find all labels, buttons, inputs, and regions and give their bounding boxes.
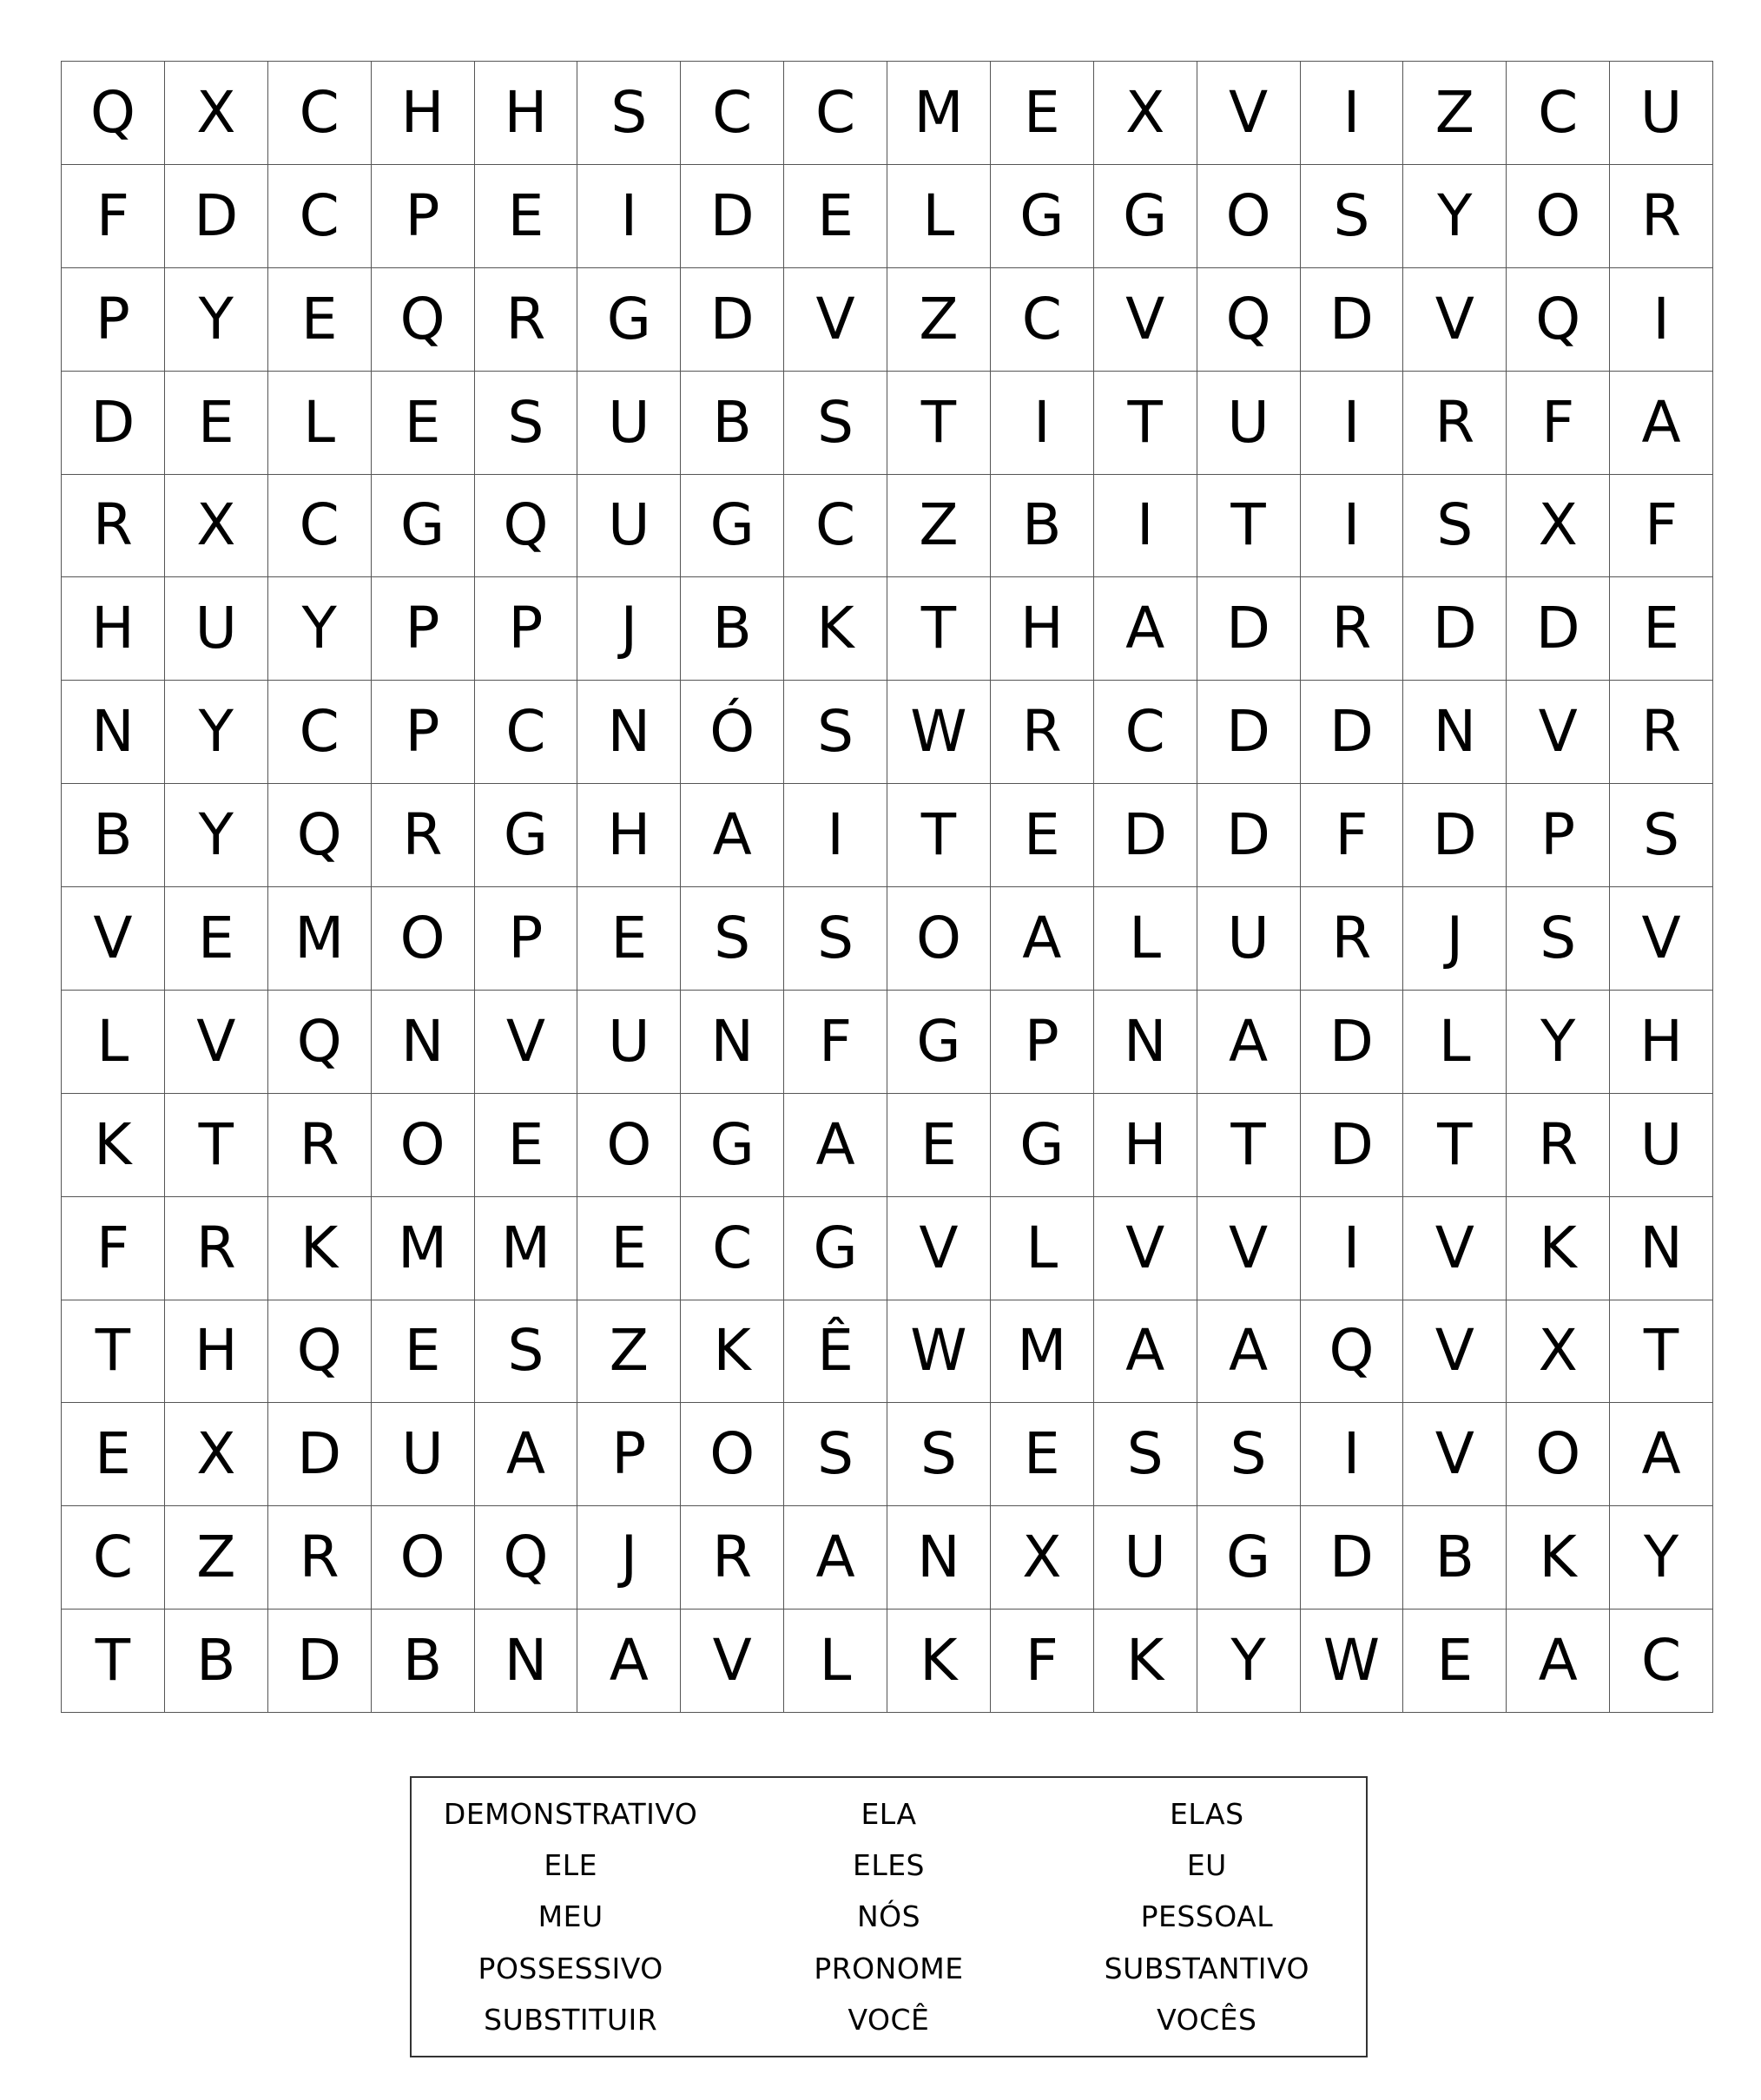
grid-cell[interactable]: V xyxy=(887,1197,991,1300)
grid-cell[interactable]: J xyxy=(577,577,681,681)
grid-cell[interactable]: X xyxy=(165,475,268,578)
grid-cell[interactable]: S xyxy=(1094,1403,1197,1506)
grid-cell[interactable]: L xyxy=(1403,991,1507,1094)
grid-cell[interactable]: H xyxy=(577,784,681,887)
grid-cell[interactable]: S xyxy=(784,681,887,784)
grid-cell[interactable]: A xyxy=(681,784,784,887)
grid-cell[interactable]: E xyxy=(577,887,681,991)
grid-cell[interactable]: D xyxy=(1301,681,1404,784)
grid-cell[interactable]: N xyxy=(1094,991,1197,1094)
grid-cell[interactable]: K xyxy=(784,577,887,681)
word-bank xyxy=(410,1776,1368,2057)
grid-cell[interactable]: D xyxy=(681,268,784,372)
grid-cell[interactable]: K xyxy=(887,1610,991,1713)
grid-cell[interactable]: D xyxy=(1301,991,1404,1094)
grid-cell[interactable]: E xyxy=(268,268,372,372)
grid-cell[interactable]: E xyxy=(991,1403,1094,1506)
grid-cell[interactable]: I xyxy=(784,784,887,887)
word-bank-item: ELE xyxy=(544,1848,597,1883)
grid-cell[interactable]: R xyxy=(475,268,578,372)
grid-cell[interactable]: L xyxy=(887,165,991,268)
grid-cell[interactable]: E xyxy=(165,372,268,475)
grid-cell[interactable]: U xyxy=(1197,372,1301,475)
grid-cell[interactable]: Y xyxy=(1610,1506,1713,1610)
grid-cell[interactable]: S xyxy=(577,62,681,165)
grid-cell[interactable]: K xyxy=(681,1300,784,1404)
grid-cell[interactable]: A xyxy=(784,1506,887,1610)
word-bank-item: MEU xyxy=(538,1899,603,1934)
grid-cell[interactable]: Y xyxy=(165,784,268,887)
grid-cell[interactable]: I xyxy=(577,165,681,268)
grid-cell[interactable]: Z xyxy=(1403,62,1507,165)
grid-cell[interactable]: Q xyxy=(372,268,475,372)
grid-cell[interactable]: E xyxy=(991,784,1094,887)
grid-cell[interactable]: T xyxy=(887,372,991,475)
grid-cell[interactable]: T xyxy=(1197,475,1301,578)
grid-cell[interactable]: G xyxy=(991,165,1094,268)
grid-cell[interactable]: G xyxy=(681,1094,784,1197)
grid-cell[interactable]: V xyxy=(1610,887,1713,991)
grid-cell[interactable]: R xyxy=(268,1506,372,1610)
grid-cell[interactable]: O xyxy=(1507,165,1610,268)
grid-cell[interactable]: R xyxy=(1403,372,1507,475)
grid-cell[interactable]: P xyxy=(62,268,165,372)
grid-cell[interactable]: U xyxy=(1610,62,1713,165)
grid-cell[interactable]: R xyxy=(681,1506,784,1610)
grid-cell[interactable]: A xyxy=(1507,1610,1610,1713)
grid-cell[interactable]: G xyxy=(681,475,784,578)
grid-cell[interactable]: I xyxy=(1301,475,1404,578)
grid-cell[interactable]: E xyxy=(1610,577,1713,681)
grid-cell[interactable]: E xyxy=(372,1300,475,1404)
grid-cell[interactable]: F xyxy=(784,991,887,1094)
grid-cell[interactable]: Y xyxy=(268,577,372,681)
grid-cell[interactable]: S xyxy=(475,1300,578,1404)
grid-cell[interactable]: Z xyxy=(887,475,991,578)
grid-cell[interactable]: I xyxy=(1301,1403,1404,1506)
word-bank-item: EU xyxy=(1186,1848,1227,1883)
grid-cell[interactable]: L xyxy=(991,1197,1094,1300)
grid-cell[interactable]: Ê xyxy=(784,1300,887,1404)
grid-cell[interactable]: B xyxy=(62,784,165,887)
grid-cell[interactable]: Q xyxy=(268,1300,372,1404)
grid-cell[interactable]: R xyxy=(62,475,165,578)
grid-cell[interactable]: G xyxy=(1197,1506,1301,1610)
grid-cell[interactable]: Q xyxy=(1197,268,1301,372)
grid-cell[interactable]: Y xyxy=(1403,165,1507,268)
grid-cell[interactable]: H xyxy=(991,577,1094,681)
grid-cell[interactable]: C xyxy=(991,268,1094,372)
grid-cell[interactable]: I xyxy=(1610,268,1713,372)
grid-cell[interactable]: W xyxy=(1301,1610,1404,1713)
grid-cell[interactable]: V xyxy=(62,887,165,991)
grid-cell[interactable]: Q xyxy=(1301,1300,1404,1404)
grid-cell[interactable]: R xyxy=(1610,681,1713,784)
grid-cell[interactable]: U xyxy=(577,372,681,475)
grid-cell[interactable]: K xyxy=(1094,1610,1197,1713)
grid-cell[interactable]: K xyxy=(62,1094,165,1197)
grid-cell[interactable]: D xyxy=(1301,1094,1404,1197)
grid-cell[interactable]: A xyxy=(1610,372,1713,475)
grid-cell[interactable]: V xyxy=(1094,1197,1197,1300)
grid-cell[interactable]: A xyxy=(784,1094,887,1197)
grid-cell[interactable]: D xyxy=(268,1610,372,1713)
grid-cell[interactable]: V xyxy=(1197,1197,1301,1300)
word-bank-item: ELAS xyxy=(1170,1797,1244,1832)
grid-cell[interactable]: D xyxy=(165,165,268,268)
letter-grid xyxy=(61,61,1713,1713)
grid-cell[interactable]: T xyxy=(62,1300,165,1404)
grid-cell[interactable]: I xyxy=(991,372,1094,475)
grid-cell[interactable]: G xyxy=(475,784,578,887)
grid-cell[interactable]: S xyxy=(887,1403,991,1506)
grid-cell[interactable]: E xyxy=(475,165,578,268)
grid-cell[interactable]: K xyxy=(1507,1506,1610,1610)
word-bank-item: ELA xyxy=(861,1797,917,1832)
grid-cell[interactable]: N xyxy=(372,991,475,1094)
grid-cell[interactable]: Z xyxy=(887,268,991,372)
grid-cell[interactable]: U xyxy=(1094,1506,1197,1610)
grid-cell[interactable]: X xyxy=(991,1506,1094,1610)
grid-cell[interactable]: R xyxy=(268,1094,372,1197)
grid-cell[interactable]: X xyxy=(165,1403,268,1506)
grid-cell[interactable]: F xyxy=(991,1610,1094,1713)
grid-cell[interactable]: M xyxy=(475,1197,578,1300)
grid-cell[interactable]: D xyxy=(681,165,784,268)
grid-cell[interactable]: C xyxy=(1610,1610,1713,1713)
grid-cell[interactable]: V xyxy=(475,991,578,1094)
grid-cell[interactable]: O xyxy=(681,1403,784,1506)
grid-cell[interactable]: J xyxy=(1403,887,1507,991)
grid-cell[interactable]: N xyxy=(1403,681,1507,784)
grid-cell[interactable]: S xyxy=(1403,475,1507,578)
grid-cell[interactable]: B xyxy=(1403,1506,1507,1610)
grid-cell[interactable]: S xyxy=(784,372,887,475)
grid-cell[interactable]: E xyxy=(62,1403,165,1506)
grid-cell[interactable]: M xyxy=(372,1197,475,1300)
grid-cell[interactable]: D xyxy=(1197,577,1301,681)
grid-cell[interactable]: E xyxy=(372,372,475,475)
grid-cell[interactable]: M xyxy=(887,62,991,165)
grid-cell[interactable]: X xyxy=(165,62,268,165)
grid-cell[interactable]: C xyxy=(784,475,887,578)
grid-cell[interactable]: M xyxy=(991,1300,1094,1404)
grid-cell[interactable]: Q xyxy=(475,475,578,578)
grid-cell[interactable]: D xyxy=(1403,784,1507,887)
grid-cell[interactable]: E xyxy=(991,62,1094,165)
grid-cell[interactable]: G xyxy=(784,1197,887,1300)
grid-cell[interactable]: N xyxy=(887,1506,991,1610)
grid-cell[interactable]: S xyxy=(784,887,887,991)
grid-cell[interactable]: T xyxy=(165,1094,268,1197)
grid-cell[interactable]: Y xyxy=(165,681,268,784)
grid-cell[interactable]: U xyxy=(165,577,268,681)
grid-cell[interactable]: T xyxy=(887,784,991,887)
grid-cell[interactable]: N xyxy=(681,991,784,1094)
grid-cell[interactable]: U xyxy=(372,1403,475,1506)
grid-cell[interactable]: B xyxy=(681,577,784,681)
grid-cell[interactable]: U xyxy=(577,991,681,1094)
grid-cell[interactable]: P xyxy=(372,681,475,784)
grid-cell[interactable]: G xyxy=(577,268,681,372)
grid-cell[interactable]: O xyxy=(372,887,475,991)
grid-cell[interactable]: V xyxy=(1403,1403,1507,1506)
grid-cell[interactable]: V xyxy=(784,268,887,372)
word-bank-item: PESSOAL xyxy=(1140,1899,1274,1934)
grid-cell[interactable]: Ó xyxy=(681,681,784,784)
word-bank-item: NÓS xyxy=(856,1899,921,1934)
grid-cell[interactable]: B xyxy=(681,372,784,475)
grid-cell[interactable]: C xyxy=(268,62,372,165)
grid-cell[interactable]: D xyxy=(1197,681,1301,784)
grid-cell[interactable]: C xyxy=(784,62,887,165)
grid-cell[interactable]: W xyxy=(887,681,991,784)
word-bank-item: PRONOME xyxy=(814,1951,964,1985)
grid-cell[interactable]: D xyxy=(1094,784,1197,887)
grid-cell[interactable]: C xyxy=(1507,62,1610,165)
grid-cell[interactable]: O xyxy=(372,1094,475,1197)
grid-cell[interactable]: Y xyxy=(1197,1610,1301,1713)
grid-cell[interactable]: V xyxy=(1094,268,1197,372)
grid-cell[interactable]: F xyxy=(1507,372,1610,475)
grid-cell[interactable]: S xyxy=(681,887,784,991)
grid-cell[interactable]: T xyxy=(1094,372,1197,475)
grid-cell[interactable]: E xyxy=(784,165,887,268)
grid-cell[interactable]: T xyxy=(1197,1094,1301,1197)
grid-cell[interactable]: W xyxy=(887,1300,991,1404)
word-bank-item: SUBSTITUIR xyxy=(484,2002,658,2037)
grid-cell[interactable]: C xyxy=(475,681,578,784)
grid-cell[interactable]: O xyxy=(372,1506,475,1610)
grid-cell[interactable]: I xyxy=(1301,62,1404,165)
grid-cell[interactable]: B xyxy=(165,1610,268,1713)
grid-cell[interactable]: L xyxy=(62,991,165,1094)
grid-cell[interactable]: D xyxy=(1301,1506,1404,1610)
grid-cell[interactable]: N xyxy=(62,681,165,784)
grid-cell[interactable]: Z xyxy=(165,1506,268,1610)
grid-cell[interactable]: R xyxy=(1610,165,1713,268)
grid-cell[interactable]: F xyxy=(1301,784,1404,887)
grid-cell[interactable]: P xyxy=(577,1403,681,1506)
grid-cell[interactable]: S xyxy=(1610,784,1713,887)
grid-cell[interactable]: V xyxy=(1507,681,1610,784)
grid-cell[interactable]: F xyxy=(62,1197,165,1300)
grid-cell[interactable]: A xyxy=(1610,1403,1713,1506)
grid-cell[interactable]: P xyxy=(475,577,578,681)
grid-cell[interactable]: I xyxy=(1094,475,1197,578)
grid-cell[interactable]: A xyxy=(991,887,1094,991)
word-bank-item: ELES xyxy=(852,1848,926,1883)
grid-cell[interactable]: S xyxy=(1301,165,1404,268)
grid-cell[interactable]: L xyxy=(268,372,372,475)
grid-cell[interactable]: I xyxy=(1301,372,1404,475)
grid-cell[interactable]: U xyxy=(1610,1094,1713,1197)
word-bank-item: DEMONSTRATIVO xyxy=(443,1797,698,1832)
grid-cell[interactable]: Q xyxy=(62,62,165,165)
grid-cell[interactable]: H xyxy=(62,577,165,681)
grid-cell[interactable]: T xyxy=(1610,1300,1713,1404)
grid-cell[interactable]: D xyxy=(1403,577,1507,681)
grid-cell[interactable]: B xyxy=(372,1610,475,1713)
grid-cell[interactable]: A xyxy=(577,1610,681,1713)
grid-cell[interactable]: C xyxy=(681,62,784,165)
grid-cell[interactable]: X xyxy=(1507,1300,1610,1404)
grid-cell[interactable]: C xyxy=(1094,681,1197,784)
grid-cell[interactable]: L xyxy=(1094,887,1197,991)
grid-cell[interactable]: G xyxy=(991,1094,1094,1197)
grid-cell[interactable]: D xyxy=(268,1403,372,1506)
grid-cell[interactable]: X xyxy=(1094,62,1197,165)
grid-cell[interactable]: O xyxy=(887,887,991,991)
grid-cell[interactable]: H xyxy=(165,1300,268,1404)
grid-cell[interactable]: Q xyxy=(268,784,372,887)
grid-cell[interactable]: A xyxy=(1197,1300,1301,1404)
grid-cell[interactable]: U xyxy=(1197,887,1301,991)
grid-cell[interactable]: H xyxy=(475,62,578,165)
grid-cell[interactable]: P xyxy=(475,887,578,991)
grid-cell[interactable]: T xyxy=(62,1610,165,1713)
grid-cell[interactable]: Q xyxy=(268,991,372,1094)
grid-cell[interactable]: V xyxy=(1197,62,1301,165)
grid-cell[interactable]: C xyxy=(268,165,372,268)
grid-cell[interactable]: Y xyxy=(1507,991,1610,1094)
grid-cell[interactable]: N xyxy=(1610,1197,1713,1300)
grid-cell[interactable]: A xyxy=(475,1403,578,1506)
grid-cell[interactable]: C xyxy=(268,475,372,578)
grid-cell[interactable]: C xyxy=(268,681,372,784)
grid-cell[interactable]: R xyxy=(1301,577,1404,681)
grid-cell[interactable]: E xyxy=(887,1094,991,1197)
grid-cell[interactable]: E xyxy=(475,1094,578,1197)
grid-cell[interactable]: L xyxy=(784,1610,887,1713)
grid-cell[interactable]: V xyxy=(1403,1300,1507,1404)
grid-cell[interactable]: Z xyxy=(577,1300,681,1404)
grid-cell[interactable]: B xyxy=(991,475,1094,578)
grid-cell[interactable]: D xyxy=(1197,784,1301,887)
grid-cell[interactable]: G xyxy=(1094,165,1197,268)
grid-cell[interactable]: S xyxy=(1507,887,1610,991)
grid-cell[interactable]: Y xyxy=(165,268,268,372)
grid-cell[interactable]: Q xyxy=(1507,268,1610,372)
grid-cell[interactable]: E xyxy=(165,887,268,991)
grid-cell[interactable]: O xyxy=(1507,1403,1610,1506)
grid-cell[interactable]: M xyxy=(268,887,372,991)
grid-cell[interactable]: O xyxy=(1197,165,1301,268)
grid-cell[interactable]: D xyxy=(62,372,165,475)
grid-cell[interactable]: U xyxy=(577,475,681,578)
grid-cell[interactable]: A xyxy=(1197,991,1301,1094)
grid-cell[interactable]: P xyxy=(372,165,475,268)
grid-cell[interactable]: G xyxy=(887,991,991,1094)
grid-cell[interactable]: E xyxy=(1403,1610,1507,1713)
grid-cell[interactable]: C xyxy=(681,1197,784,1300)
grid-cell[interactable]: R xyxy=(1301,887,1404,991)
grid-cell[interactable]: O xyxy=(577,1094,681,1197)
grid-cell[interactable]: T xyxy=(1403,1094,1507,1197)
grid-cell[interactable]: R xyxy=(1507,1094,1610,1197)
grid-cell[interactable]: T xyxy=(887,577,991,681)
grid-cell[interactable]: R xyxy=(991,681,1094,784)
grid-cell[interactable]: R xyxy=(372,784,475,887)
grid-cell[interactable]: F xyxy=(62,165,165,268)
grid-cell[interactable]: S xyxy=(784,1403,887,1506)
grid-cell[interactable]: H xyxy=(1610,991,1713,1094)
grid-cell[interactable]: N xyxy=(577,681,681,784)
grid-cell[interactable]: I xyxy=(1301,1197,1404,1300)
grid-cell[interactable]: D xyxy=(1507,577,1610,681)
grid-cell[interactable]: H xyxy=(372,62,475,165)
grid-cell[interactable]: K xyxy=(268,1197,372,1300)
grid-cell[interactable]: N xyxy=(475,1610,578,1713)
grid-cell[interactable]: Q xyxy=(475,1506,578,1610)
grid-cell[interactable]: V xyxy=(1403,1197,1507,1300)
word-bank-item: VOCÊ xyxy=(848,2002,930,2037)
word-bank-item: VOCÊS xyxy=(1157,2002,1257,2037)
word-bank-item: SUBSTANTIVO xyxy=(1104,1951,1309,1985)
grid-cell[interactable]: J xyxy=(577,1506,681,1610)
grid-cell[interactable]: X xyxy=(1507,475,1610,578)
grid-cell[interactable]: D xyxy=(1301,268,1404,372)
grid-cell[interactable]: P xyxy=(372,577,475,681)
grid-cell[interactable]: P xyxy=(991,991,1094,1094)
grid-cell[interactable]: C xyxy=(62,1506,165,1610)
grid-cell[interactable]: E xyxy=(577,1197,681,1300)
grid-cell[interactable]: A xyxy=(1094,1300,1197,1404)
grid-cell[interactable]: V xyxy=(165,991,268,1094)
grid-cell[interactable]: S xyxy=(475,372,578,475)
grid-cell[interactable]: A xyxy=(1094,577,1197,681)
grid-cell[interactable]: F xyxy=(1610,475,1713,578)
grid-cell[interactable]: V xyxy=(1403,268,1507,372)
grid-cell[interactable]: G xyxy=(372,475,475,578)
grid-cell[interactable]: K xyxy=(1507,1197,1610,1300)
word-bank-item: POSSESSIVO xyxy=(478,1951,663,1985)
grid-cell[interactable]: R xyxy=(165,1197,268,1300)
grid-cell[interactable]: H xyxy=(1094,1094,1197,1197)
grid-cell[interactable]: S xyxy=(1197,1403,1301,1506)
grid-cell[interactable]: V xyxy=(681,1610,784,1713)
grid-cell[interactable]: P xyxy=(1507,784,1610,887)
